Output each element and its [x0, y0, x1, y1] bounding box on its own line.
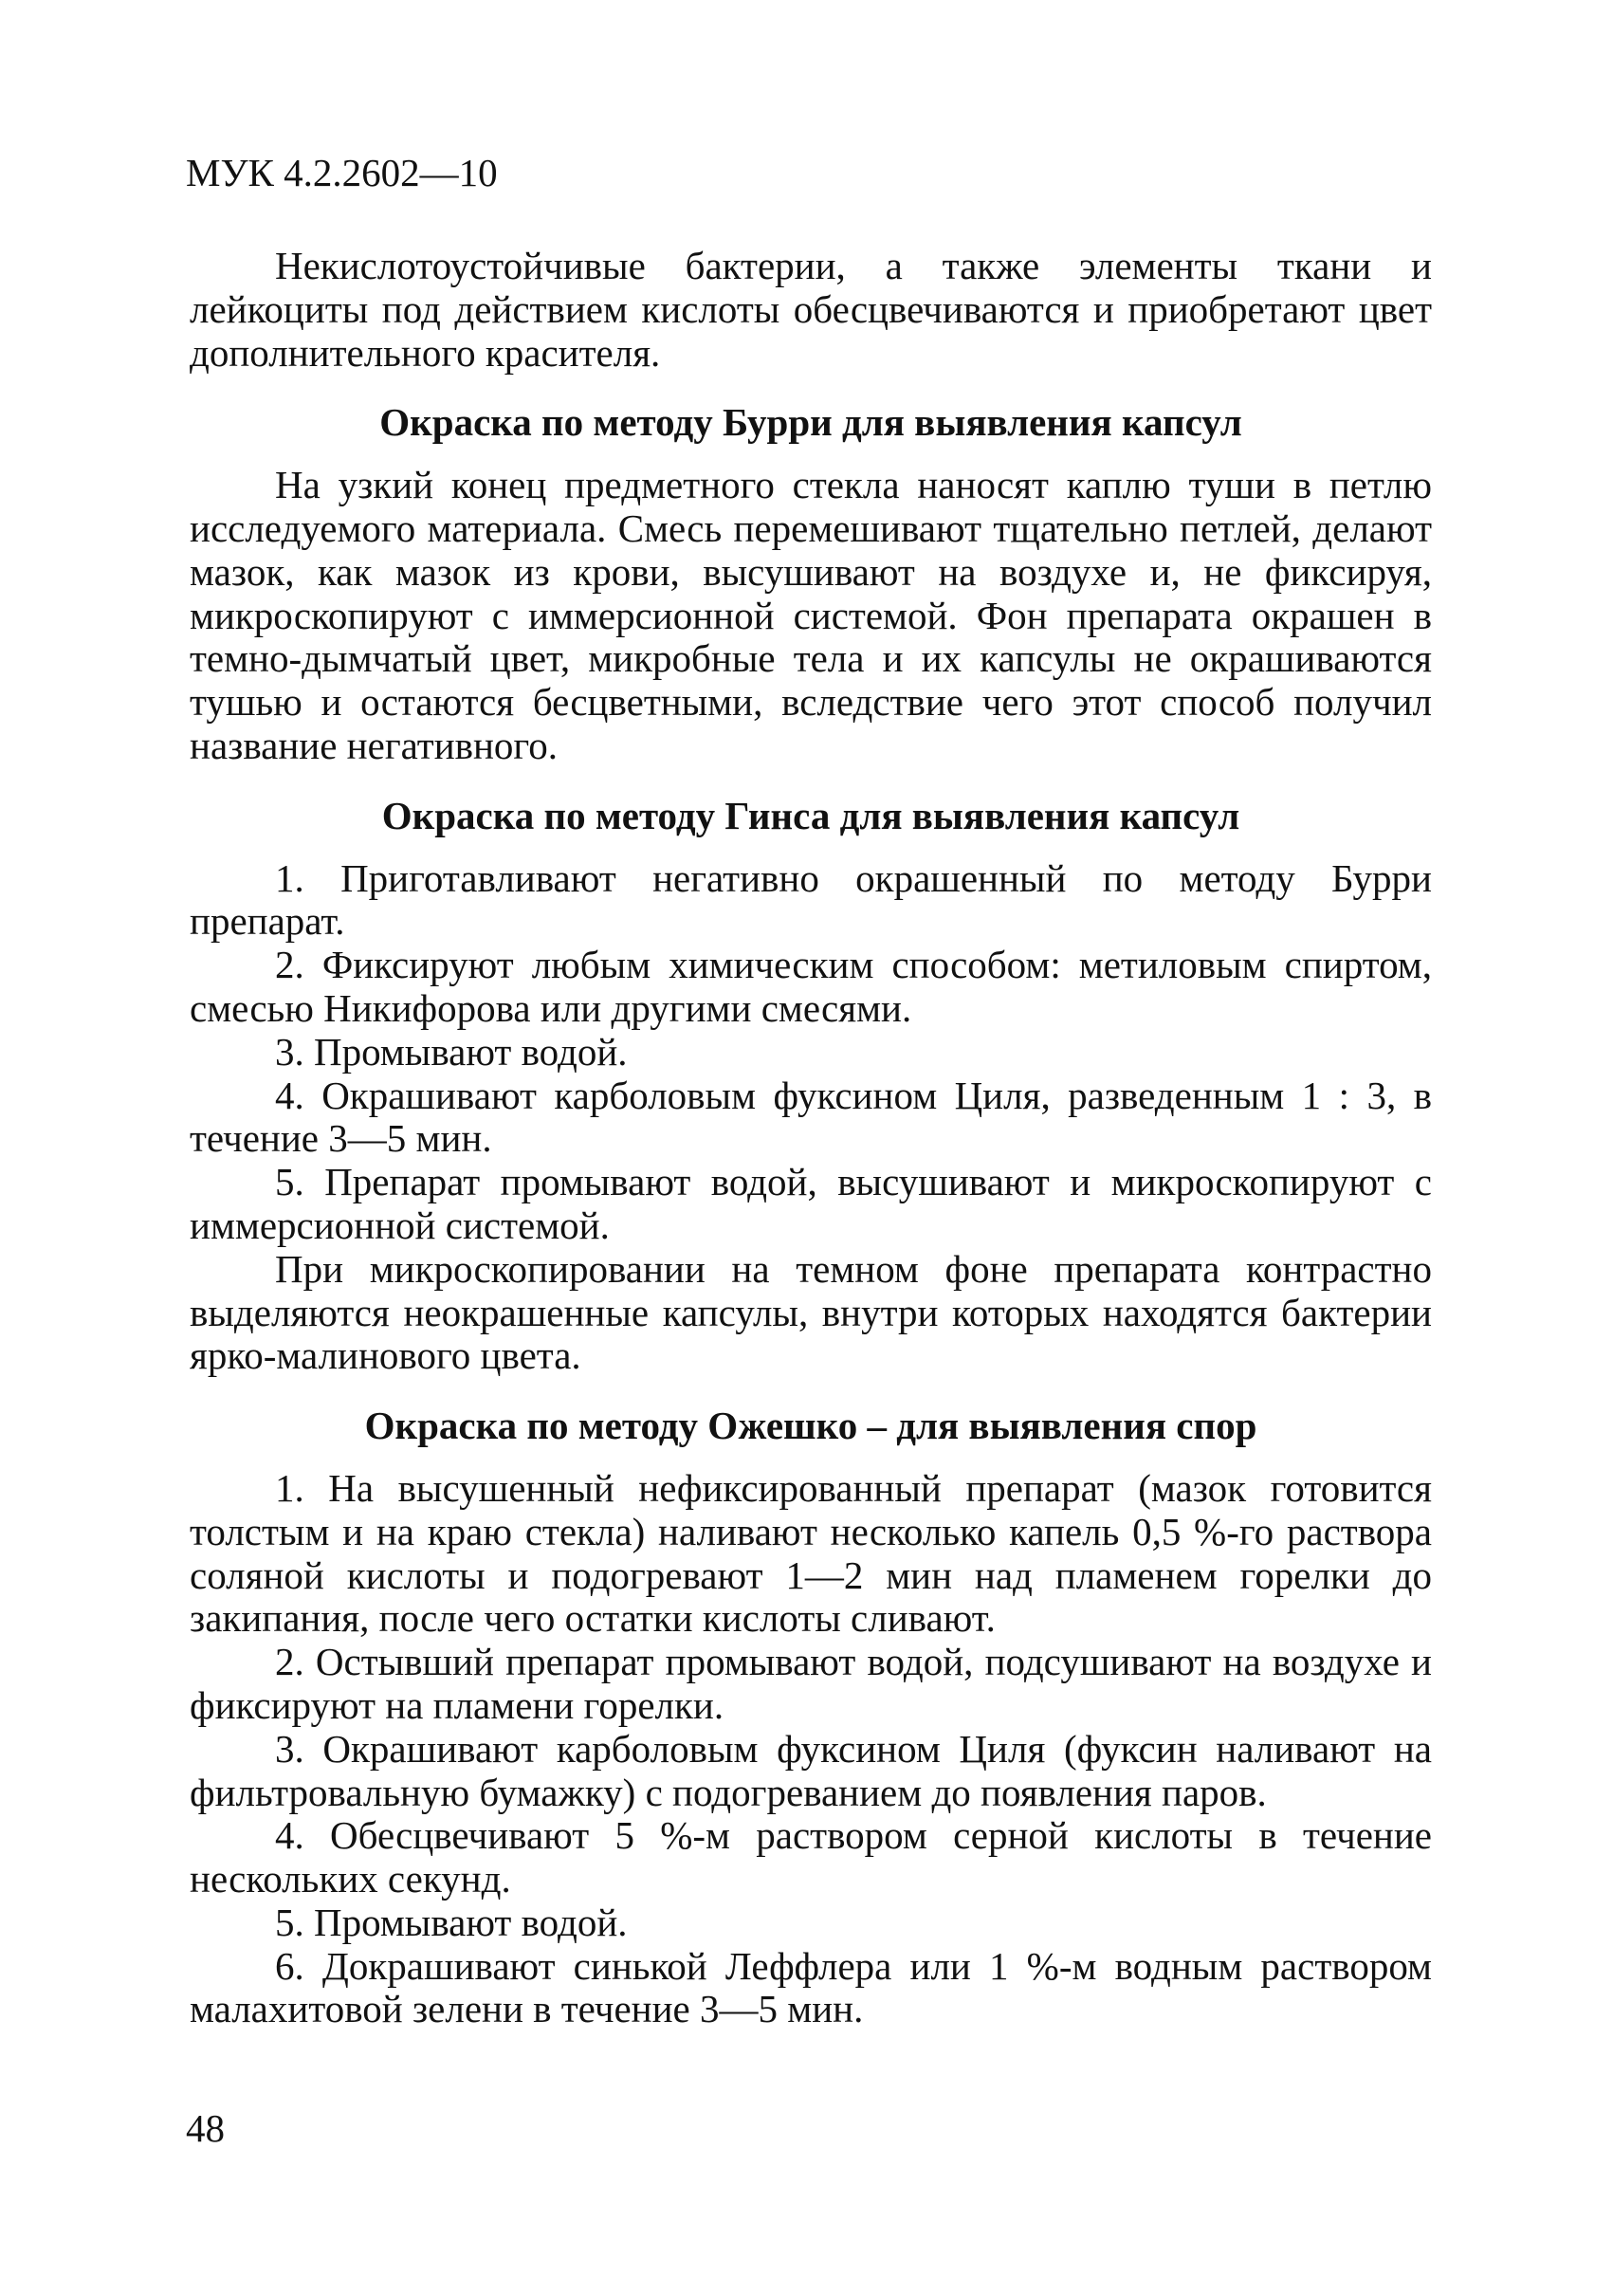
section-ozheshko	[190, 1405, 1432, 2031]
step-item: 6. Докрашивают синькой Леффлера или 1 %-м водным раствором малахитовой зелени в течение 3—5 мин.	[190, 1943, 1432, 2031]
section-paragraph: На узкий конец предметного стекла наносят каплю туши в петлю исследуемого материала. Смесь перемешивают тщательно петлей, делают мазок, как мазок из крови, высушивают на воздухе и, не фиксируя, микроскопируют с иммерсионной системой. Фон препарата окрашен в темно-дымчатый цвет, микробные тела и их капсулы не окрашиваются тушью и остаются бесцветными, вследствие чего этот способ получил название негативного.	[190, 463, 1432, 767]
document-code-header: МУК 4.2.2602—10	[186, 151, 498, 194]
section-gins	[190, 795, 1432, 1378]
step-item: 3. Промывают водой.	[275, 1029, 628, 1074]
section-paragraph: При микроскопировании на темном фоне препарата контрастно выделяются неокрашенные капсулы, внутри которых находятся бактерии ярко-малинового цвета.	[190, 1246, 1432, 1378]
section-heading: Окраска по методу Бурри для выявления капсул	[379, 400, 1242, 445]
page-number: 48	[186, 2106, 225, 2150]
step-item: 5. Препарат промывают водой, высушивают и микроскопируют с иммерсионной системой.	[190, 1160, 1432, 1247]
step-item: 2. Фиксируют любым химическим способом: метиловым спиртом, смесью Никифорова или другими смесями.	[190, 943, 1432, 1030]
step-item: 5. Промывают водой.	[275, 1900, 628, 1944]
intro-paragraph: Некислотоустойчивые бактерии, а также элементы ткани и лейкоциты под действием кислоты обесцвечиваются и приобретают цвет дополнительного красителя.	[190, 244, 1432, 375]
step-item: 4. Обесцвечивают 5 %-м раствором серной кислоты в течение нескольких секунд.	[190, 1813, 1432, 1901]
section-burri	[190, 401, 1432, 767]
step-item: 3. Окрашивают карболовым фуксином Циля (фуксин наливают на фильтровальную бумажку) с подогреванием до появления паров.	[190, 1726, 1432, 1814]
step-item: 1. На высушенный нефиксированный препарат (мазок готовится толстым и на краю стекла) наливают несколько капель 0,5 %-го раствора соляной кислоты и подогревают 1—2 мин над пламенем горелки до закипания, после чего остатки кислоты сливают.	[190, 1465, 1432, 1641]
step-item: 2. Остывший препарат промывают водой, подсушивают на воздухе и фиксируют на пламени горелки.	[190, 1640, 1432, 1727]
step-item: 1. Приготавливают негативно окрашенный по методу Бурри препарат.	[190, 855, 1432, 944]
document-body	[190, 245, 1432, 2031]
section-heading: Окраска по методу Ожешко – для выявления спор	[364, 1404, 1257, 1448]
step-item: 4. Окрашивают карболовым фуксином Циля, разведенным 1 : 3, в течение 3—5 мин.	[190, 1073, 1432, 1161]
section-heading: Окраска по методу Гинса для выявления капсул	[381, 793, 1240, 837]
